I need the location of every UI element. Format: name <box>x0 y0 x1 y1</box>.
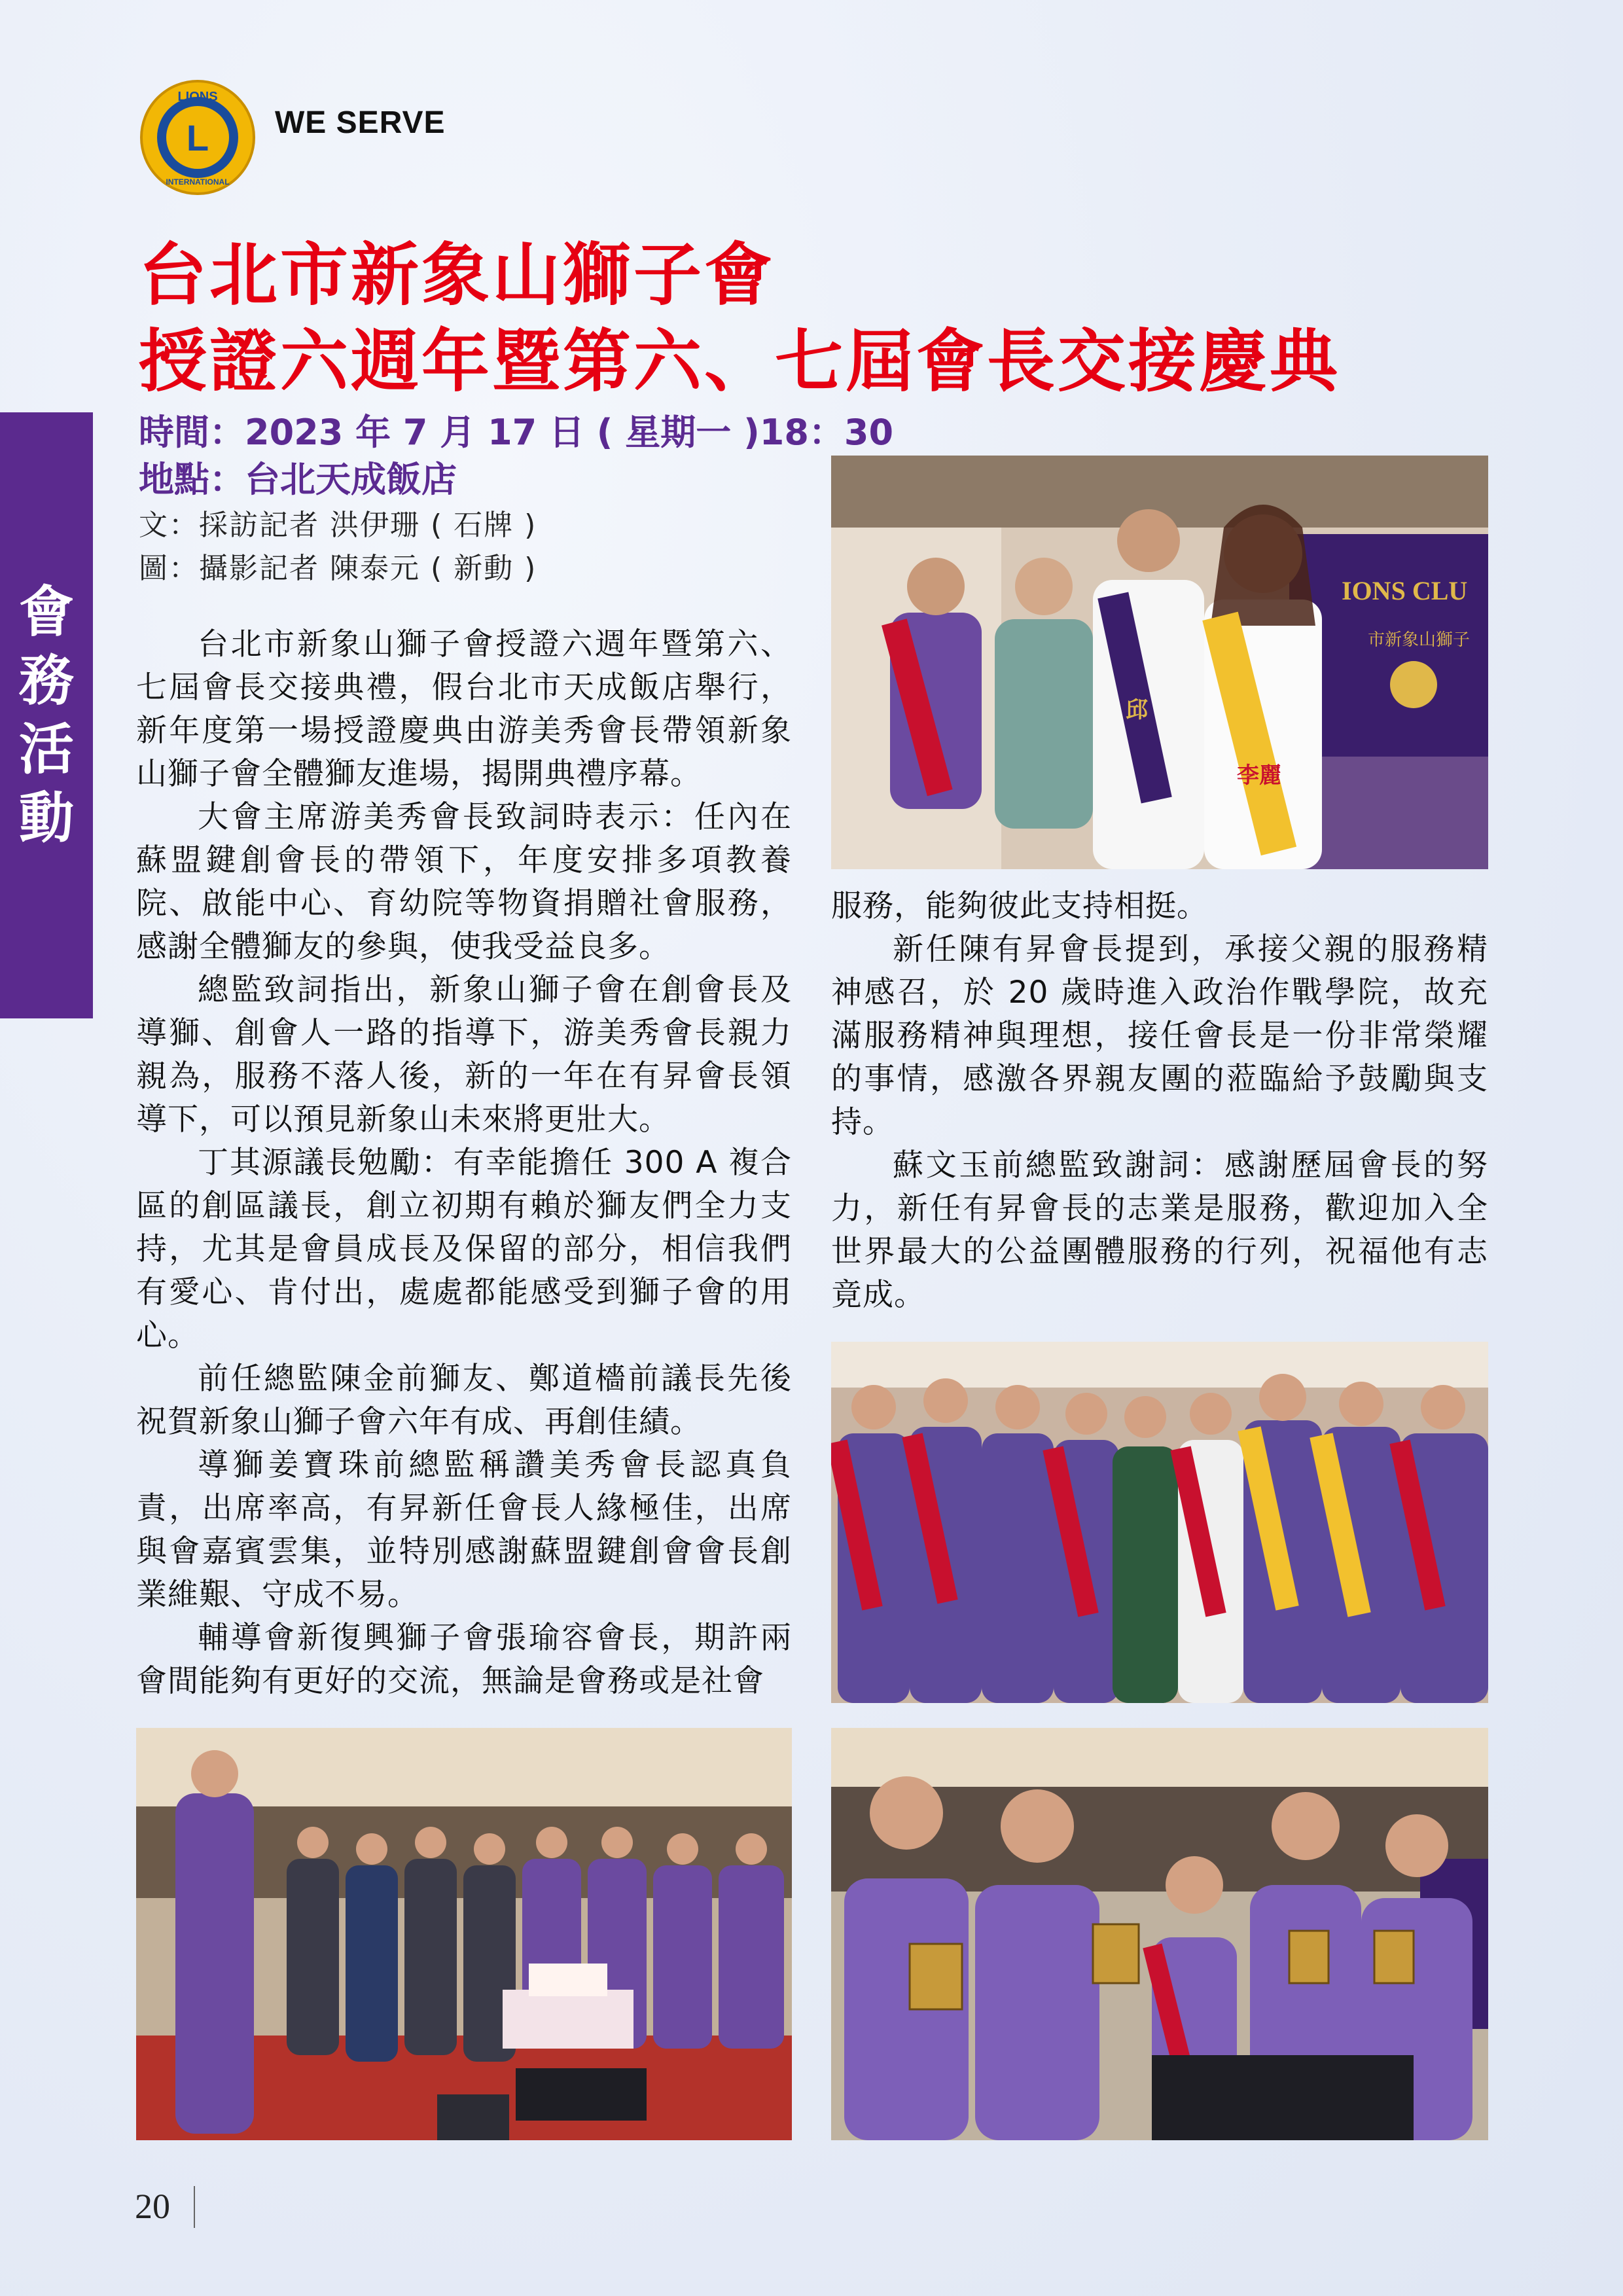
page-number-rule <box>194 2186 195 2228</box>
article-column-right <box>831 885 1488 1317</box>
paragraph: 總監致詞指出，新象山獅子會在創會長及導獅、創會人一路的指導下，游美秀會長親力親為，服務不落人後，新的一年在有昇會長領導下，可以預見新象山未來將更壯大。 <box>136 972 792 1138</box>
section-tab-char: 會 <box>18 580 74 644</box>
article-title-line2: 授證六週年暨第六、七屆會長交接慶典 <box>139 321 1341 401</box>
photo-group-of-four <box>831 456 1488 869</box>
lions-logo <box>139 79 257 196</box>
logo-top-text: LIONS <box>177 90 218 104</box>
photo-plaque-presentation <box>831 1728 1488 2140</box>
paragraph: 服務，能夠彼此支持相挺。 <box>831 888 1208 924</box>
logo-bottom-text: INTERNATIONAL <box>166 177 230 187</box>
section-tab-char: 活 <box>18 717 74 781</box>
paragraph: 前任總監陳金前獅友、鄭道檣前議長先後祝賀新象山獅子會六年有成、再創佳績。 <box>136 1361 792 1440</box>
banner-subtext: 市新象山獅子 <box>1368 630 1471 650</box>
article-column-left <box>136 623 792 1703</box>
photo-credit: 圖：攝影記者 陳泰元 ( 新動 ) <box>139 552 537 585</box>
section-tab-char: 動 <box>18 786 74 850</box>
paragraph: 大會主席游美秀會長致詞時表示：任內在蘇盟鍵創會長的帶領下，年度安排多項教養院、啟能中心、育幼院等物資捐贈社會服務，感謝全體獅友的參與，使我受益良多。 <box>136 799 792 965</box>
paragraph: 導獅姜寶珠前總監稱讚美秀會長認真負責，出席率高，有昇新任會長人緣極佳，出席與會嘉賓雲集，並特別感謝蘇盟鍵創會會長創業維艱、守成不易。 <box>136 1447 792 1613</box>
sash-text: 李麗 <box>1237 762 1281 789</box>
text-credit: 文：採訪記者 洪伊珊 ( 石牌 ) <box>139 509 537 542</box>
photo-cake-ceremony <box>136 1728 792 2140</box>
paragraph: 丁其源議長勉勵：有幸能擔任 300 A 複合區的創區議長，創立初期有賴於獅友們全力支持，尤其是會員成長及保留的部分，相信我們有愛心、肯付出，處處都能感受到獅子會的用心。 <box>136 1145 792 1354</box>
paragraph: 新任陳有昇會長提到，承接父親的服務精神感召，於 20 歲時進入政治作戰學院，故充滿服務精神與理想，接任會長是一份非常榮耀的事情，感激各界親友團的蒞臨給予鼓勵與支持。 <box>831 931 1488 1140</box>
section-tab-char: 務 <box>18 649 74 713</box>
paragraph: 台北市新象山獅子會授證六週年暨第六、七屆會長交接典禮，假台北市天成飯店舉行，新年度第一場授證慶典由游美秀會長帶領新象山獅子會全體獅友進場，揭開典禮序幕。 <box>136 626 792 792</box>
section-tab <box>0 412 93 1018</box>
logo-letter: L <box>186 117 209 158</box>
event-time: 時間：2023 年 7 月 17 日 ( 星期一 )18：30 <box>139 412 894 453</box>
slogan: WE SERVE <box>275 105 446 140</box>
paragraph: 輔導會新復興獅子會張瑜容會長，期許兩會間能夠有更好的交流，無論是會務或是社會 <box>136 1620 792 1699</box>
article-title-line1: 台北市新象山獅子會 <box>139 235 776 315</box>
page-number: 20 <box>135 2187 170 2226</box>
banner-text: IONS CLU <box>1342 576 1468 605</box>
paragraph: 蘇文玉前總監致謝詞：感謝歷屆會長的努力，新任有昇會長的志業是服務，歡迎加入全世界最大的公益團體服務的行列，祝福他有志竟成。 <box>831 1147 1488 1313</box>
photo-group-cheering <box>831 1342 1488 1703</box>
sash-text: 邱 <box>1126 697 1148 723</box>
event-place: 地點：台北天成飯店 <box>139 459 457 500</box>
